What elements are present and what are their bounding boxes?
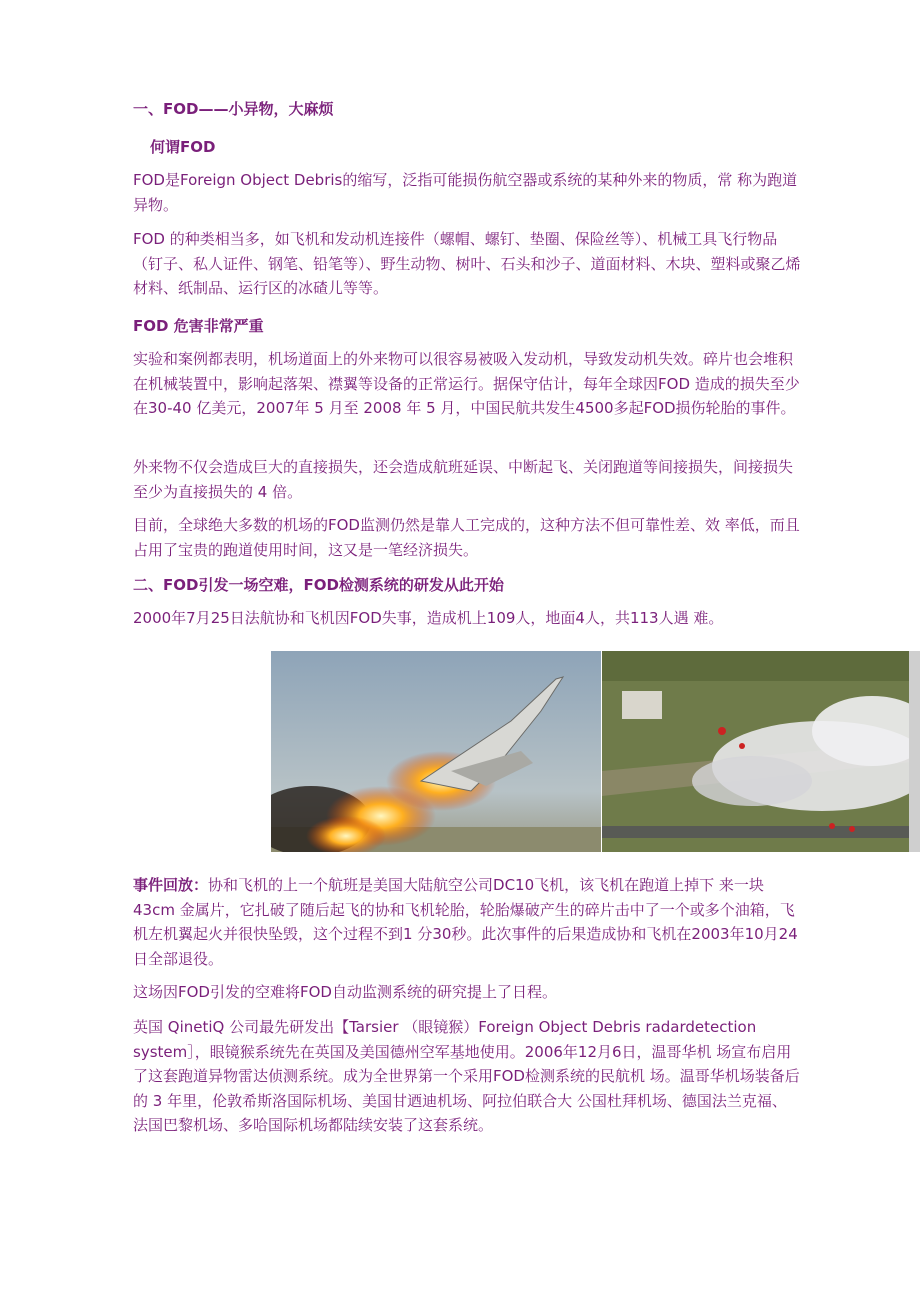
fod-danger-paragraph: 实验和案例都表明，机场道面上的外来物可以很容易被吸入发动机，导致发动机失效。碎片也会堆积在机械装置中，影响起落架、襟翼等设备的正常运行。据保守估计，每年全球因FOD 造成的损失至少在30-40 亿美元，2007年 5 月至 2008 年 5 月，中国民航共发生4500多起FOD损伤轮胎的事件。 (133, 350, 800, 417)
fod-definition-paragraph: FOD是Foreign Object Debris的缩写，泛指可能损伤航空器或系统的某种外来的物质，常 称为跑道异物。 (133, 171, 798, 214)
crash-summary-paragraph: 2000年7月25日法航协和飞机因FOD失事，造成机上109人，地面4人，共113人遇 难。 (133, 609, 724, 627)
section1-heading: 一、FOD——小异物，大麻烦 (133, 100, 334, 118)
fod-types-paragraph: FOD 的种类相当多，如飞机和发动机连接件（螺帽、螺钉、垫圈、保险丝等）、机械工具飞行物品（钉子、私人证件、钢笔、铅笔等）、野生动物、树叶、石头和沙子、道面材料、木块、塑料或聚乙烯材料、纸制品、运行区的冰碴儿等等。 (133, 230, 801, 297)
section2-heading: 二、FOD引发一场空难，FOD检测系统的研发从此开始 (133, 576, 504, 594)
research-agenda-paragraph: 这场因FOD引发的空难将FOD自动监测系统的研究提上了日程。 (133, 983, 557, 1001)
concorde-fire-photo (271, 651, 601, 852)
incident-replay-paragraph (133, 873, 801, 971)
fod-danger-subheading: FOD 危害非常严重 (133, 317, 264, 335)
manual-monitoring-paragraph: 目前，全球绝大多数的机场的FOD监测仍然是靠人工完成的，这种方法不但可靠性差、效 率低，而且占用了宝贵的跑道使用时间，这又是一笔经济损失。 (133, 516, 800, 559)
section1-subheading: 何谓FOD (150, 138, 216, 156)
incident-replay-text: 协和飞机的上一个航班是美国大陆航空公司DC10飞机，该飞机在跑道上掉下 来一块 43cm 金属片，它扎破了随后起飞的协和飞机轮胎，轮胎爆破产生的碎片击中了一个或多个油箱，飞机左机翼起火并很快坠毁，这个过程不到1 分30秒。此次事件的后果造成协和飞机在2003年10月24日全部退役。 (133, 876, 798, 968)
crash-photos (271, 651, 920, 852)
indirect-loss-paragraph: 外来物不仅会造成巨大的直接损失，还会造成航班延误、中断起飞、关闭跑道等间接损失，间接损失至少为直接损失的 4 倍。 (133, 458, 794, 501)
incident-replay-label: 事件回放： (133, 876, 209, 894)
tarsier-system-paragraph: 英国 QinetiQ 公司最先研发出【Tarsier （眼镜猴）Foreign Object Debris radardetection system］，眼镜猴系统先在英国及美国德州空军基地使用。2006年12月6日，温哥华机 场宣布启用了这套跑道异物雷达侦测系统。成为全世界第一个采用FOD检测系统的民航机 场。温哥华机场装备后的 3 年里，伦敦希斯洛国际机场、美国甘迺迪机场、阿拉伯联合大 公国杜拜机场、德国法兰克福、法国巴黎机场、多哈国际机场都陆续安装了这套系统。 (133, 1018, 800, 1134)
crash-site-aerial-photo (602, 651, 920, 852)
